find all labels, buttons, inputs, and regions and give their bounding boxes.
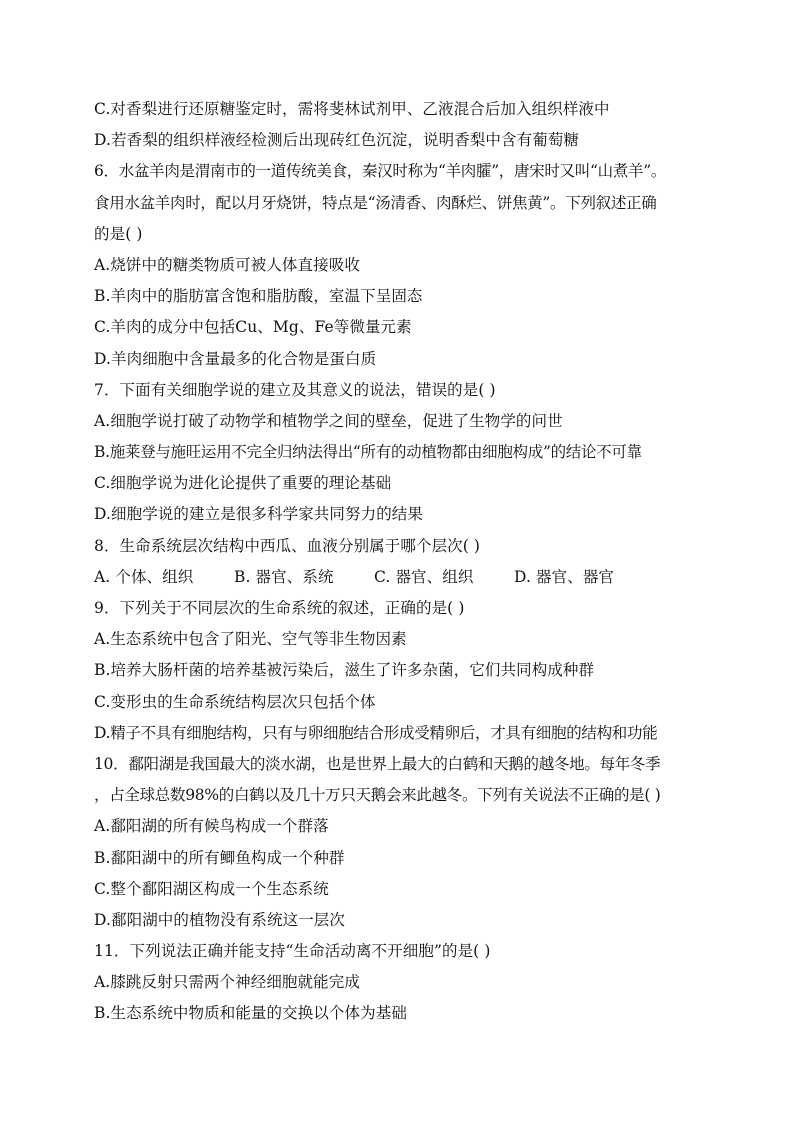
option-b-q6: B.羊肉中的脂肪富含饱和脂肪酸，室温下呈固态 xyxy=(94,287,423,306)
question-9-stem: 9．下列关于不同层次的生命系统的叙述，正确的是( ) xyxy=(94,599,465,617)
option-b-q11: B.生态系统中物质和能量的交换以个体为基础 xyxy=(94,1004,407,1023)
option-d-q9: D.精子不具有细胞结构，只有与卵细胞结合形成受精卵后，才具有细胞的结构和功能 xyxy=(94,723,658,742)
question-6-stem-line2: 食用水盆羊肉时，配以月牙烧饼，特点是“汤清香、肉酥烂、饼焦黄”。下列叙述正确 xyxy=(94,193,657,212)
option-a-q9: A.生态系统中包含了阳光、空气等非生物因素 xyxy=(94,630,407,649)
option-d-q8: D. 器官、器官 xyxy=(514,567,615,586)
option-a-q7: A.细胞学说打破了动物学和植物学之间的壁垒，促进了生物学的问世 xyxy=(94,411,563,430)
option-a-q6: A.烧饼中的糖类物质可被人体直接吸收 xyxy=(94,255,360,274)
option-a-q8: A. 个体、组织 xyxy=(94,567,194,586)
option-b-q8: B. 器官、系统 xyxy=(234,567,334,586)
question-8-options xyxy=(94,562,704,593)
option-d-q7: D.细胞学说的建立是很多科学家共同努力的结果 xyxy=(94,505,424,524)
option-a-q11: A.膝跳反射只需两个神经细胞就能完成 xyxy=(94,973,360,992)
question-10-stem-line1: 10．鄱阳湖是我国最大的淡水湖，也是世界上最大的白鹤和天鹅的越冬地。每年冬季 xyxy=(94,754,661,773)
option-b-q10: B.鄱阳湖中的所有鲫鱼构成一个种群 xyxy=(94,848,345,867)
option-c-q10: C.整个鄱阳湖区构成一个生态系统 xyxy=(94,879,329,898)
option-c-q5: C.对香梨进行还原糖鉴定时，需将斐林试剂甲、乙液混合后加入组织样液中 xyxy=(94,100,610,118)
question-text-block xyxy=(94,94,704,1030)
question-8-stem: 8．生命系统层次结构中西瓜、血液分别属于哪个层次( ) xyxy=(94,536,481,555)
option-b-q9: B.培养大肠杆菌的培养基被污染后，滋生了许多杂菌，它们共同构成种群 xyxy=(94,661,595,680)
option-a-q10: A.鄱阳湖的所有候鸟构成一个群落 xyxy=(94,817,329,836)
option-c-q8: C. 器官、组织 xyxy=(374,567,474,586)
question-6-stem-line3: 的是( ) xyxy=(94,224,143,243)
question-7-stem: 7．下面有关细胞学说的建立及其意义的说法，错误的是( ) xyxy=(94,380,496,399)
option-d-q6: D.羊肉细胞中含量最多的化合物是蛋白质 xyxy=(94,349,377,368)
question-6-stem-line1: 6．水盆羊肉是渭南市的一道传统美食，秦汉时称为“羊肉臛”，唐宋时又叫“山煮羊”。 xyxy=(94,162,667,181)
option-b-q7: B.施莱登与施旺运用不完全归纳法得出“所有的动植物都由细胞构成”的结论不可靠 xyxy=(94,443,642,462)
question-11-stem: 11．下列说法正确并能支持“生命活动离不开细胞”的是( ) xyxy=(94,942,491,961)
question-10-stem-line2: ，占全球总数98%的白鹤以及几十万只天鹅会来此越冬。下列有关说法不正确的是( ) xyxy=(94,786,661,805)
option-c-q7: C.细胞学说为进化论提供了重要的理论基础 xyxy=(94,474,392,493)
option-d-q5: D.若香梨的组织样液经检测后出现砖红色沉淀，说明香梨中含有葡萄糖 xyxy=(94,131,580,150)
option-c-q6: C.羊肉的成分中包括Cu、Mg、Fe等微量元素 xyxy=(94,318,412,337)
option-c-q9: C.变形虫的生命系统结构层次只包括个体 xyxy=(94,692,376,711)
option-d-q10: D.鄱阳湖中的植物没有系统这一层次 xyxy=(94,910,346,929)
